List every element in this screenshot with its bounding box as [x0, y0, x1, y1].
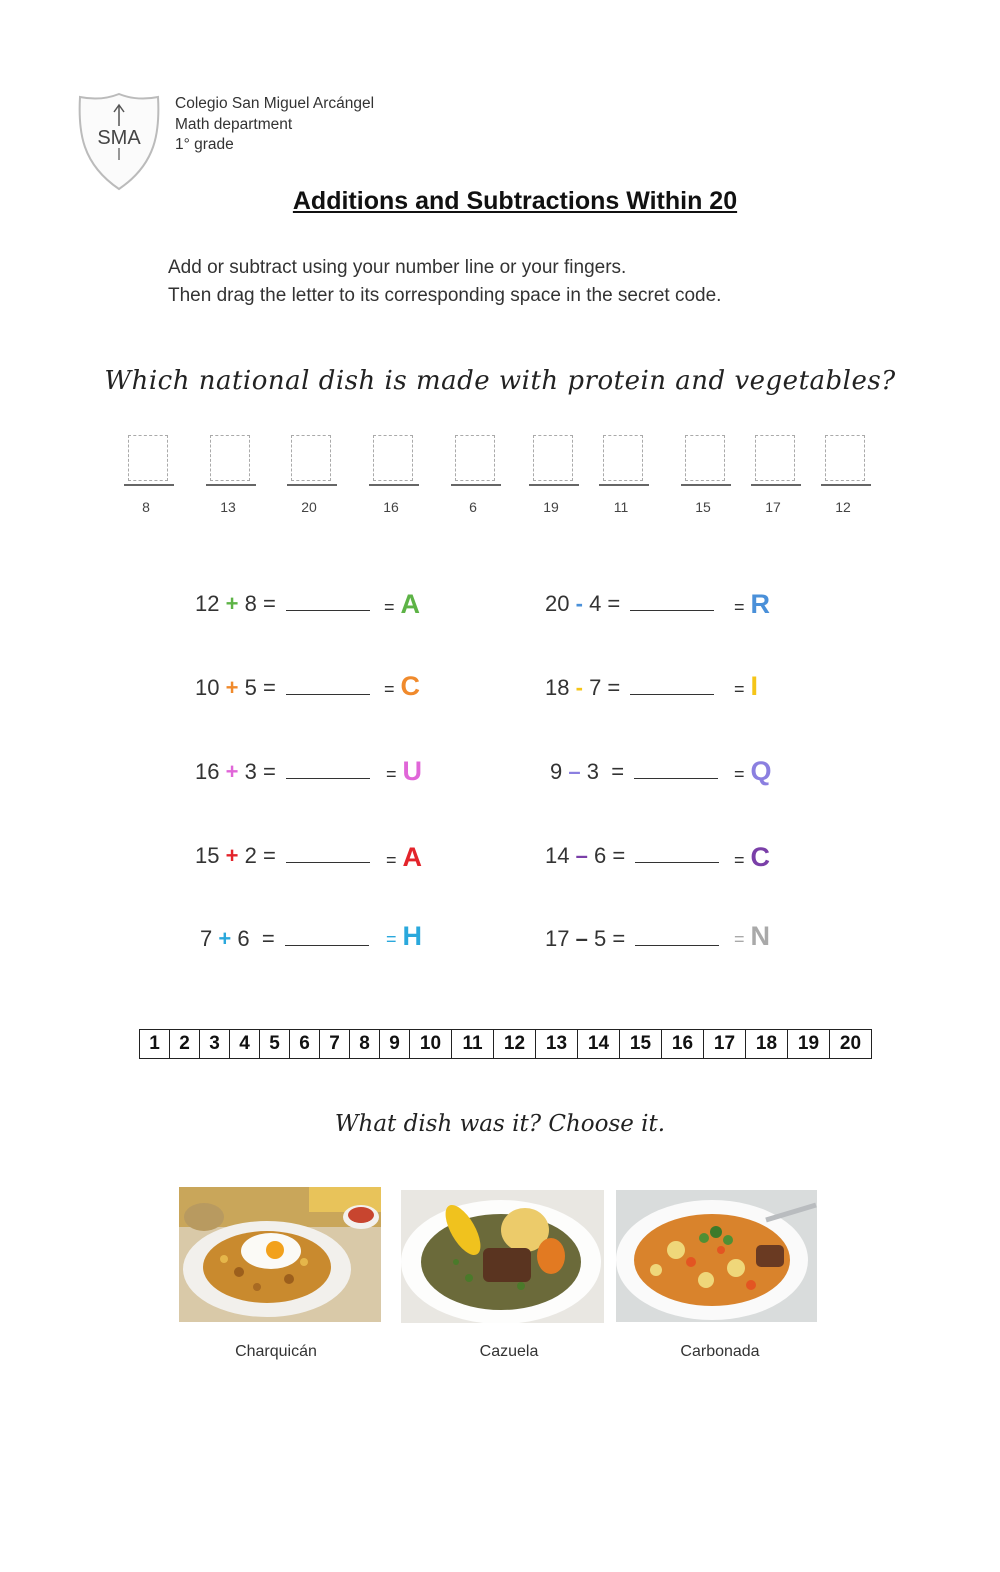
school-shield-logo — [76, 92, 162, 192]
number-cell: 15 — [620, 1030, 662, 1059]
secret-code-question: Which national dish is made with protein and vegetables? — [104, 366, 896, 396]
answer-blank[interactable] — [286, 844, 370, 863]
letter-result: = A — [386, 842, 423, 872]
answer-blank[interactable] — [286, 676, 370, 695]
equation: 18 - 7 = — [545, 675, 714, 701]
number-cell: 7 — [320, 1030, 350, 1059]
drop-box[interactable] — [755, 435, 795, 481]
draggable-letter[interactable]: Q — [750, 756, 772, 786]
number-cell: 16 — [662, 1030, 704, 1059]
slot-number: 20 — [301, 499, 317, 515]
slot-number: 11 — [613, 499, 629, 515]
equation: 20 - 4 = — [545, 591, 714, 617]
operator: + — [225, 675, 239, 700]
number-cell: 11 — [452, 1030, 494, 1059]
instruction-line: Add or subtract using your number line or your fingers. — [168, 257, 627, 278]
operator: + — [225, 843, 239, 868]
letter-result: = H — [386, 921, 423, 951]
drop-box[interactable] — [128, 435, 168, 481]
number-cell: 3 — [200, 1030, 230, 1059]
dish-name: Carbonada — [680, 1343, 760, 1360]
code-slot — [451, 435, 501, 515]
drop-box[interactable] — [685, 435, 725, 481]
number-cell: 6 — [290, 1030, 320, 1059]
number-cell: 13 — [536, 1030, 578, 1059]
answer-blank[interactable] — [285, 927, 369, 946]
drop-box[interactable] — [825, 435, 865, 481]
draggable-letter[interactable]: R — [750, 589, 771, 619]
letter-result: = U — [386, 756, 423, 786]
letter-result: = C — [734, 842, 771, 872]
drop-box[interactable] — [533, 435, 573, 481]
operator: – — [568, 759, 581, 784]
equation: 14 – 6 = — [545, 843, 719, 869]
letter-result: = R — [734, 589, 771, 619]
answer-blank[interactable] — [635, 844, 719, 863]
operator: – — [575, 843, 588, 868]
operator: - — [575, 675, 583, 700]
equation: 10 + 5 = — [195, 675, 370, 701]
code-slot — [206, 435, 256, 515]
answer-blank[interactable] — [286, 592, 370, 611]
equation: 12 + 8 = — [195, 591, 370, 617]
school-name: Colegio San Miguel Arcángel — [175, 95, 375, 112]
number-cell: 18 — [746, 1030, 788, 1059]
number-cell: 12 — [494, 1030, 536, 1059]
code-slot — [681, 435, 731, 515]
draggable-letter[interactable]: C — [750, 842, 771, 872]
number-line — [139, 1029, 872, 1059]
code-slot — [369, 435, 419, 515]
letter-result: = Q — [734, 756, 772, 786]
number-cell: 5 — [260, 1030, 290, 1059]
instructions — [168, 254, 721, 310]
letter-result: = I — [734, 671, 759, 701]
slot-number: 13 — [220, 499, 236, 515]
drop-box[interactable] — [373, 435, 413, 481]
drop-box[interactable] — [455, 435, 495, 481]
operator: + — [218, 926, 232, 951]
equation: 15 + 2 = — [195, 843, 370, 869]
draggable-letter[interactable]: H — [402, 921, 423, 951]
drop-box[interactable] — [210, 435, 250, 481]
code-slot — [287, 435, 337, 515]
number-cell: 19 — [788, 1030, 830, 1059]
number-cell: 1 — [140, 1030, 170, 1059]
answer-blank[interactable] — [286, 760, 370, 779]
number-cell: 8 — [350, 1030, 380, 1059]
number-cell: 17 — [704, 1030, 746, 1059]
letter-result: = N — [734, 921, 771, 951]
draggable-letter[interactable]: C — [400, 671, 421, 701]
cazuela-photo[interactable] — [401, 1190, 604, 1323]
drop-box[interactable] — [603, 435, 643, 481]
logo-text: SMA — [97, 127, 141, 149]
code-slot — [529, 435, 579, 515]
choose-dish-question: What dish was it? Choose it. — [334, 1111, 666, 1137]
equation: 16 + 3 = — [195, 759, 370, 785]
slot-number: 16 — [383, 499, 399, 515]
drop-box[interactable] — [291, 435, 331, 481]
number-cell: 10 — [410, 1030, 452, 1059]
answer-blank[interactable] — [630, 676, 714, 695]
dish-name: Cazuela — [479, 1343, 539, 1360]
slot-number: 15 — [695, 499, 711, 515]
school-info — [175, 94, 374, 156]
draggable-letter[interactable]: I — [750, 671, 759, 701]
slot-number: 17 — [765, 499, 781, 515]
number-cell: 14 — [578, 1030, 620, 1059]
letter-result: = C — [384, 671, 421, 701]
carbonada-photo[interactable] — [616, 1190, 817, 1322]
code-slot — [821, 435, 871, 515]
slot-number: 8 — [142, 499, 150, 515]
number-cell: 4 — [230, 1030, 260, 1059]
number-cell: 9 — [380, 1030, 410, 1059]
charquican-photo[interactable] — [179, 1187, 381, 1322]
letter-result: = A — [384, 589, 421, 619]
draggable-letter[interactable]: A — [400, 589, 421, 619]
slot-number: 19 — [543, 499, 559, 515]
code-slot — [124, 435, 174, 515]
answer-blank[interactable] — [635, 927, 719, 946]
department: Math department — [175, 115, 293, 133]
draggable-letter[interactable]: A — [402, 842, 423, 872]
operator: + — [225, 759, 239, 784]
operator: + — [225, 591, 239, 616]
slot-number: 12 — [835, 499, 851, 515]
code-slot — [751, 435, 801, 515]
equation: 17 – 5 = — [545, 926, 719, 952]
dish-name: Charquicán — [235, 1343, 317, 1360]
page-title: Additions and Subtractions Within 20 — [292, 187, 738, 215]
equation: 9 – 3 = — [550, 759, 718, 785]
operator: - — [575, 591, 583, 616]
operator: – — [575, 926, 588, 951]
equation: 7 + 6 = — [200, 926, 369, 952]
slot-number: 6 — [469, 499, 477, 515]
draggable-letter[interactable]: N — [750, 921, 771, 951]
grade: 1° grade — [175, 136, 234, 153]
number-cell: 20 — [830, 1030, 872, 1059]
draggable-letter[interactable]: U — [402, 756, 423, 786]
instruction-line: Then drag the letter to its corresponding space in the secret code. — [168, 285, 722, 306]
code-slot — [599, 435, 649, 515]
number-cell: 2 — [170, 1030, 200, 1059]
answer-blank[interactable] — [634, 760, 718, 779]
answer-blank[interactable] — [630, 592, 714, 611]
